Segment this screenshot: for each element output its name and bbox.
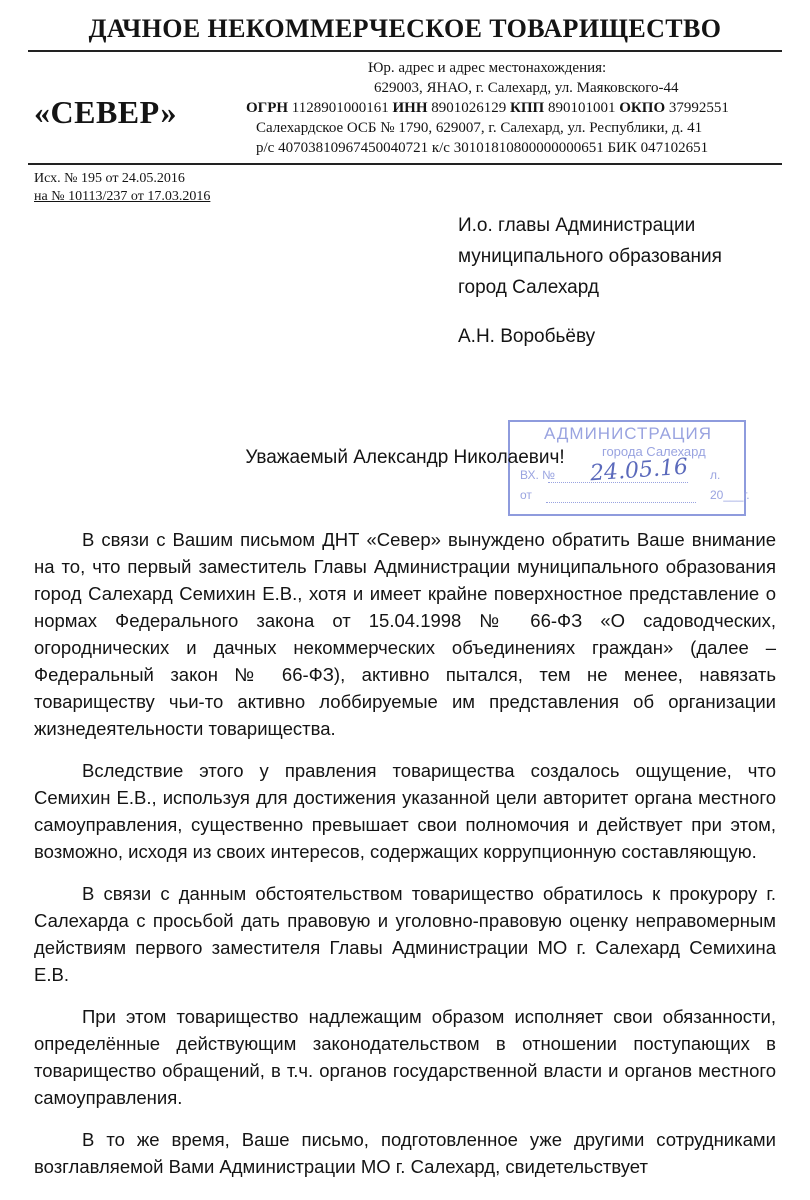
stamp-handwritten-date: 24.05.16 [589, 454, 689, 487]
stamp-number-suffix: л. [710, 468, 721, 482]
okpo-value: 37992551 [668, 100, 729, 116]
kpp-value: 890101001 [547, 100, 616, 116]
stamp-date-label: от [520, 488, 532, 502]
okpo-label: ОКПО [619, 100, 666, 116]
letterhead-top-rule [28, 50, 782, 52]
stamp-date-line [546, 502, 696, 503]
reply-reference: на № 10113/237 от 17.03.2016 [34, 189, 211, 204]
salutation: Уважаемый Александр Николаевич! [245, 447, 565, 468]
registration-codes [246, 98, 786, 118]
org-requisites [246, 58, 786, 158]
letterhead-bottom-rule [28, 163, 782, 165]
ogrn-value: 1128901000161 [291, 100, 389, 116]
inn-value: 8901026129 [431, 100, 507, 116]
address-label: Юр. адрес и адрес местонахождения: [368, 60, 607, 76]
body-paragraph-3: В связи с данным обстоятельством товарищество обратилось к прокурору г. Салехарда с просьбой дать правовую и уголовно-правовую оценку неправомерным действиям первого заместителя Главы Администрации МО г. Салехард Семихина Е.В. [34, 883, 776, 985]
bank-accounts: р/с 40703810967450040721 к/с 30101810800000000651 БИК 047102651 [256, 140, 709, 156]
org-type-heading: ДАЧНОЕ НЕКОММЕРЧЕСКОЕ ТОВАРИЩЕСТВО [88, 14, 722, 43]
outgoing-reference [34, 170, 210, 206]
addressee-line-3: город Салехард [458, 277, 599, 298]
addressee-line-2: муниципального образования [458, 246, 722, 267]
body-paragraph-5: В то же время, Ваше письмо, подготовленное уже другими сотрудниками возглавляемой Вами Администрации МО г. Салехард, свидетельствует [34, 1129, 776, 1177]
letter-body [34, 526, 776, 1195]
address: 629003, ЯНАО, г. Салехард, ул. Маяковского-44 [374, 80, 679, 96]
inn-label: ИНН [392, 100, 428, 116]
stamp-subtitle: города Салехард [602, 444, 706, 459]
body-paragraph-4: При этом товарищество надлежащим образом исполняет свои обязанности, определённые действующим законодательством в отношении поступающих в товарищество обращений, в т.ч. органов государственной власти и органов местного самоуправления. [34, 1006, 776, 1108]
body-paragraph-1: В связи с Вашим письмом ДНТ «Север» вынуждено обратить Ваше внимание на то, что первый заместитель Главы Администрации муниципального образования город Салехард Семихин Е.В., хотя и имеет крайне поверхностное представление о нормах Федерального закона от 15.04.1998 № 66-ФЗ «О садоводческих, огороднических и дачных некоммерческих объединениях граждан» (далее – Федеральный закон № 66-ФЗ), активно пытался, тем не менее, навязать товариществу чьи-то активно лоббируемые им представления об организации жизнедеятельности товарищества. [34, 529, 776, 739]
outgoing-number: Исх. № 195 от 24.05.2016 [34, 171, 185, 186]
org-name: «СЕВЕР» [34, 94, 177, 130]
stamp-number-label: ВХ. № [520, 468, 556, 482]
addressee-name: А.Н. Воробьёву [458, 326, 596, 347]
addressee-line-1: И.о. главы Администрации [458, 215, 696, 236]
stamp-title: АДМИНИСТРАЦИЯ [544, 424, 713, 443]
stamp-date-suffix: 20___г. [710, 488, 750, 502]
kpp-label: КПП [510, 100, 545, 116]
addressee-block [458, 210, 722, 352]
bank-details: Салехардское ОСБ № 1790, 629007, г. Салехард, ул. Республики, д. 41 [256, 120, 703, 136]
body-paragraph-2: Вследствие этого у правления товарищества создалось ощущение, что Семихин Е.В., используя для достижения указанной цели авторитет органа местного самоуправления, существенно превышает свои полномочия и действует при этом, возможно, исходя из своих интересов, содержащих коррупционную составляющую. [34, 760, 776, 862]
ogrn-label: ОГРН [246, 100, 289, 116]
